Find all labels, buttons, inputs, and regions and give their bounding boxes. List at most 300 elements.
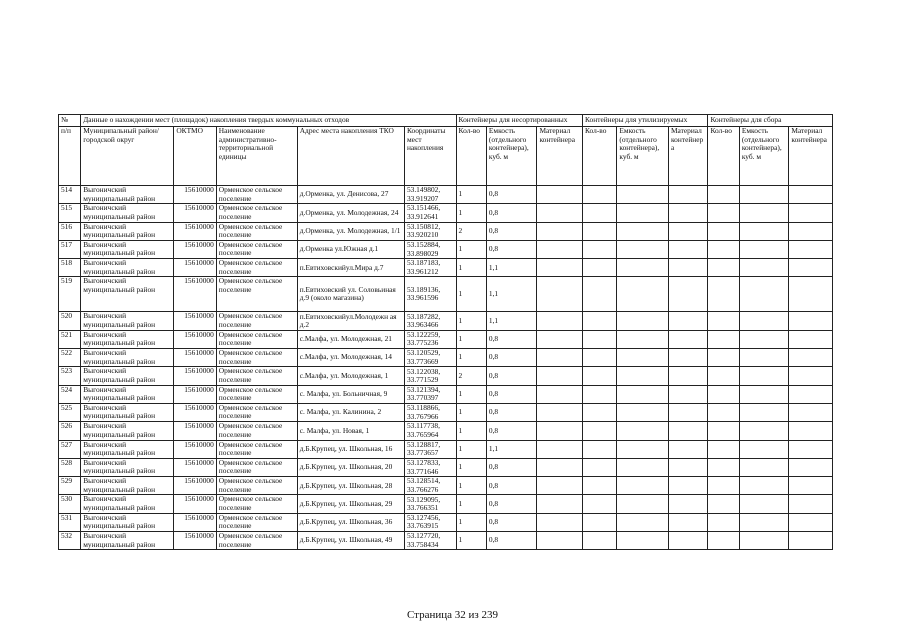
- cell-empty: [617, 240, 669, 258]
- registry-table-wrapper: [58, 114, 833, 550]
- cell-empty: [789, 312, 833, 330]
- cell-empty: [789, 222, 833, 240]
- cell-empty: [668, 385, 707, 403]
- cell-capacity: 1,1: [486, 312, 537, 330]
- cell-address: д.Б.Крупец, ул. Школьная, 49: [297, 532, 404, 550]
- cell-empty: [537, 186, 583, 204]
- cell-empty: [708, 458, 739, 476]
- cell-capacity: 0,8: [486, 330, 537, 348]
- cell-empty: [739, 403, 789, 421]
- cell-coords: 53.129095, 33.766351: [404, 495, 456, 513]
- cell-count: 1: [456, 403, 486, 421]
- cell-empty: [739, 240, 789, 258]
- header-capacity-utilize: Емкость (отдельного контейнера), куб. м: [617, 127, 669, 186]
- cell-row-number: 516: [59, 222, 81, 240]
- cell-coords: 53.128817, 33.773657: [404, 440, 456, 458]
- cell-coords: 53.150812, 33.920210: [404, 222, 456, 240]
- cell-address: п.Евтиховскийул.Мира д.7: [297, 259, 404, 277]
- cell-empty: [789, 277, 833, 312]
- cell-unit: Орменское сельское поселение: [216, 532, 297, 550]
- cell-count: 1: [456, 458, 486, 476]
- cell-empty: [789, 204, 833, 222]
- cell-address: д.Орменка, ул. Молодежная, 1/1: [297, 222, 404, 240]
- cell-unit: Орменское сельское поселение: [216, 513, 297, 531]
- cell-district: Выгоничский муниципальный район: [81, 477, 174, 495]
- cell-empty: [537, 477, 583, 495]
- cell-empty: [739, 204, 789, 222]
- cell-empty: [583, 330, 617, 348]
- cell-empty: [708, 186, 739, 204]
- cell-empty: [617, 222, 669, 240]
- cell-row-number: 519: [59, 277, 81, 312]
- cell-district: Выгоничский муниципальный район: [81, 204, 174, 222]
- header-row-columns: [59, 127, 833, 186]
- cell-oktmo: 15610000: [174, 312, 216, 330]
- cell-empty: [789, 422, 833, 440]
- cell-empty: [739, 513, 789, 531]
- cell-district: Выгоничский муниципальный район: [81, 330, 174, 348]
- cell-district: Выгоничский муниципальный район: [81, 277, 174, 312]
- cell-unit: Орменское сельское поселение: [216, 240, 297, 258]
- cell-empty: [708, 277, 739, 312]
- header-count-collect: Кол-во: [708, 127, 739, 186]
- cell-oktmo: 15610000: [174, 240, 216, 258]
- cell-row-number: 514: [59, 186, 81, 204]
- cell-empty: [708, 222, 739, 240]
- table-row: [59, 277, 833, 312]
- table-row: [59, 222, 833, 240]
- cell-oktmo: 15610000: [174, 532, 216, 550]
- cell-empty: [739, 440, 789, 458]
- cell-empty: [789, 513, 833, 531]
- cell-address: д.Орменка, ул. Молодежная, 24: [297, 204, 404, 222]
- cell-unit: Орменское сельское поселение: [216, 440, 297, 458]
- cell-row-number: 531: [59, 513, 81, 531]
- cell-empty: [583, 222, 617, 240]
- table-row: [59, 312, 833, 330]
- cell-coords: 53.121394, 33.770397: [404, 385, 456, 403]
- cell-oktmo: 15610000: [174, 440, 216, 458]
- cell-district: Выгоничский муниципальный район: [81, 440, 174, 458]
- cell-empty: [789, 403, 833, 421]
- header-material-unsorted: Материал контейнера: [537, 127, 583, 186]
- cell-empty: [668, 186, 707, 204]
- cell-unit: Орменское сельское поселение: [216, 277, 297, 312]
- cell-empty: [583, 495, 617, 513]
- cell-empty: [708, 240, 739, 258]
- table-row: [59, 186, 833, 204]
- cell-coords: 53.151466, 33.912641: [404, 204, 456, 222]
- cell-empty: [617, 186, 669, 204]
- cell-row-number: 530: [59, 495, 81, 513]
- cell-empty: [789, 477, 833, 495]
- header-group-location: Данные о нахождении мест (площадок) накопления твердых коммунальных отходов: [81, 115, 456, 127]
- cell-empty: [739, 385, 789, 403]
- cell-empty: [739, 422, 789, 440]
- cell-count: 1: [456, 186, 486, 204]
- cell-count: 1: [456, 513, 486, 531]
- cell-address: д.Б.Крупец, ул. Школьная, 36: [297, 513, 404, 531]
- cell-oktmo: 15610000: [174, 403, 216, 421]
- cell-empty: [537, 385, 583, 403]
- cell-empty: [617, 349, 669, 367]
- cell-address: с. Малфа, ул. Калинина, 2: [297, 403, 404, 421]
- cell-empty: [668, 532, 707, 550]
- cell-coords: 53.128514, 33.766276: [404, 477, 456, 495]
- cell-coords: 53.189136, 33.961596: [404, 277, 456, 312]
- cell-empty: [617, 367, 669, 385]
- cell-count: 1: [456, 477, 486, 495]
- cell-empty: [617, 458, 669, 476]
- cell-empty: [789, 330, 833, 348]
- cell-empty: [583, 513, 617, 531]
- header-address: Адрес места накопления ТКО: [297, 127, 404, 186]
- cell-empty: [617, 385, 669, 403]
- cell-empty: [789, 385, 833, 403]
- cell-count: 1: [456, 277, 486, 312]
- cell-coords: 53.120529, 33.773669: [404, 349, 456, 367]
- cell-row-number: 520: [59, 312, 81, 330]
- header-row-groups: [59, 115, 833, 127]
- cell-empty: [739, 259, 789, 277]
- cell-address: п.Евтиховскийул.Молодежн ая д.2: [297, 312, 404, 330]
- table-row: [59, 458, 833, 476]
- cell-count: 1: [456, 385, 486, 403]
- cell-unit: Орменское сельское поселение: [216, 422, 297, 440]
- cell-empty: [668, 458, 707, 476]
- cell-empty: [583, 422, 617, 440]
- cell-capacity: 0,8: [486, 204, 537, 222]
- cell-empty: [583, 440, 617, 458]
- cell-empty: [668, 477, 707, 495]
- cell-oktmo: 15610000: [174, 277, 216, 312]
- cell-empty: [583, 385, 617, 403]
- cell-address: с.Малфа, ул. Молодежная, 21: [297, 330, 404, 348]
- cell-coords: 53.187282, 33.963466: [404, 312, 456, 330]
- table-row: [59, 532, 833, 550]
- cell-empty: [708, 495, 739, 513]
- cell-row-number: 523: [59, 367, 81, 385]
- header-oktmo: ОКТМО: [174, 127, 216, 186]
- cell-district: Выгоничский муниципальный район: [81, 349, 174, 367]
- cell-empty: [537, 259, 583, 277]
- cell-district: Выгоничский муниципальный район: [81, 367, 174, 385]
- cell-empty: [739, 495, 789, 513]
- header-capacity-collect: Емкость (отдельного контейнера), куб. м: [739, 127, 789, 186]
- cell-address: д.Б.Крупец, ул. Школьная, 16: [297, 440, 404, 458]
- cell-unit: Орменское сельское поселение: [216, 204, 297, 222]
- cell-empty: [537, 204, 583, 222]
- table-row: [59, 477, 833, 495]
- cell-empty: [617, 204, 669, 222]
- cell-unit: Орменское сельское поселение: [216, 349, 297, 367]
- cell-address: с. Малфа, ул. Новая, 1: [297, 422, 404, 440]
- cell-empty: [617, 422, 669, 440]
- cell-count: 1: [456, 532, 486, 550]
- table-row: [59, 495, 833, 513]
- cell-empty: [537, 422, 583, 440]
- cell-district: Выгоничский муниципальный район: [81, 532, 174, 550]
- cell-row-number: 515: [59, 204, 81, 222]
- cell-empty: [537, 222, 583, 240]
- cell-capacity: 0,8: [486, 240, 537, 258]
- cell-empty: [583, 403, 617, 421]
- cell-row-number: 525: [59, 403, 81, 421]
- cell-district: Выгоничский муниципальный район: [81, 222, 174, 240]
- cell-empty: [617, 532, 669, 550]
- cell-empty: [708, 385, 739, 403]
- cell-district: Выгоничский муниципальный район: [81, 513, 174, 531]
- cell-count: 1: [456, 440, 486, 458]
- cell-empty: [739, 532, 789, 550]
- header-group-collect: Контейнеры для сбора: [708, 115, 833, 127]
- cell-capacity: 1,1: [486, 259, 537, 277]
- cell-coords: 53.127456, 33.763915: [404, 513, 456, 531]
- registry-table: [58, 114, 833, 550]
- header-no: №: [59, 115, 81, 127]
- cell-empty: [789, 240, 833, 258]
- cell-row-number: 518: [59, 259, 81, 277]
- cell-empty: [708, 513, 739, 531]
- cell-unit: Орменское сельское поселение: [216, 477, 297, 495]
- cell-empty: [583, 277, 617, 312]
- cell-unit: Орменское сельское поселение: [216, 259, 297, 277]
- cell-empty: [739, 349, 789, 367]
- cell-row-number: 532: [59, 532, 81, 550]
- cell-count: 1: [456, 330, 486, 348]
- header-capacity-unsorted: Емкость (отдельного контейнера), куб. м: [486, 127, 537, 186]
- cell-capacity: 0,8: [486, 532, 537, 550]
- cell-unit: Орменское сельское поселение: [216, 330, 297, 348]
- cell-empty: [739, 367, 789, 385]
- table-row: [59, 330, 833, 348]
- cell-empty: [583, 367, 617, 385]
- cell-capacity: 0,8: [486, 513, 537, 531]
- cell-empty: [668, 240, 707, 258]
- cell-capacity: 1,1: [486, 277, 537, 312]
- header-count-utilize: Кол-во: [583, 127, 617, 186]
- cell-capacity: 0,8: [486, 477, 537, 495]
- cell-count: 1: [456, 204, 486, 222]
- cell-address: д.Б.Крупец, ул. Школьная, 29: [297, 495, 404, 513]
- cell-count: 1: [456, 240, 486, 258]
- cell-empty: [537, 440, 583, 458]
- cell-empty: [537, 312, 583, 330]
- header-group-unsorted: Контейнеры для несортированных: [456, 115, 582, 127]
- cell-coords: 53.122038, 33.771529: [404, 367, 456, 385]
- cell-empty: [537, 240, 583, 258]
- cell-district: Выгоничский муниципальный район: [81, 385, 174, 403]
- cell-empty: [708, 403, 739, 421]
- cell-coords: 53.152884, 33.898029: [404, 240, 456, 258]
- header-material-utilize: Материал контейнер а: [668, 127, 707, 186]
- cell-empty: [583, 349, 617, 367]
- cell-empty: [583, 240, 617, 258]
- cell-empty: [708, 204, 739, 222]
- cell-empty: [583, 204, 617, 222]
- table-row: [59, 367, 833, 385]
- table-row: [59, 204, 833, 222]
- cell-address: с.Малфа, ул. Молодежная, 14: [297, 349, 404, 367]
- cell-empty: [583, 532, 617, 550]
- cell-empty: [583, 186, 617, 204]
- cell-empty: [668, 312, 707, 330]
- cell-oktmo: 15610000: [174, 495, 216, 513]
- cell-empty: [789, 186, 833, 204]
- cell-count: 1: [456, 422, 486, 440]
- cell-empty: [739, 458, 789, 476]
- cell-empty: [668, 513, 707, 531]
- cell-district: Выгоничский муниципальный район: [81, 259, 174, 277]
- cell-empty: [537, 495, 583, 513]
- cell-empty: [668, 403, 707, 421]
- cell-address: п.Евтиховский ул. Соловьиная д.9 (около магазина): [297, 277, 404, 312]
- cell-count: 1: [456, 349, 486, 367]
- cell-empty: [668, 440, 707, 458]
- cell-district: Выгоничский муниципальный район: [81, 495, 174, 513]
- cell-empty: [708, 367, 739, 385]
- cell-district: Выгоничский муниципальный район: [81, 312, 174, 330]
- cell-empty: [537, 349, 583, 367]
- cell-empty: [583, 458, 617, 476]
- cell-row-number: 526: [59, 422, 81, 440]
- cell-empty: [668, 222, 707, 240]
- cell-coords: 53.149802, 33.919207: [404, 186, 456, 204]
- cell-empty: [668, 349, 707, 367]
- cell-capacity: 1,1: [486, 440, 537, 458]
- cell-empty: [789, 458, 833, 476]
- cell-empty: [583, 259, 617, 277]
- cell-unit: Орменское сельское поселение: [216, 367, 297, 385]
- cell-oktmo: 15610000: [174, 186, 216, 204]
- header-pp: п/п: [59, 127, 81, 186]
- cell-row-number: 528: [59, 458, 81, 476]
- cell-empty: [708, 330, 739, 348]
- cell-empty: [537, 458, 583, 476]
- cell-empty: [708, 312, 739, 330]
- cell-district: Выгоничский муниципальный район: [81, 403, 174, 421]
- cell-empty: [617, 495, 669, 513]
- cell-count: 2: [456, 367, 486, 385]
- header-coords: Координаты мест накопления: [404, 127, 456, 186]
- cell-unit: Орменское сельское поселение: [216, 403, 297, 421]
- cell-count: 1: [456, 312, 486, 330]
- cell-empty: [668, 422, 707, 440]
- cell-coords: 53.122259, 33.775236: [404, 330, 456, 348]
- cell-empty: [617, 477, 669, 495]
- cell-empty: [583, 477, 617, 495]
- cell-empty: [537, 367, 583, 385]
- cell-empty: [739, 312, 789, 330]
- header-count-unsorted: Кол-во: [456, 127, 486, 186]
- cell-oktmo: 15610000: [174, 349, 216, 367]
- cell-address: д.Б.Крупец, ул. Школьная, 28: [297, 477, 404, 495]
- table-row: [59, 403, 833, 421]
- cell-empty: [668, 495, 707, 513]
- header-district: Муниципальный район/городской округ: [81, 127, 174, 186]
- cell-empty: [708, 422, 739, 440]
- cell-coords: 53.118866, 33.767966: [404, 403, 456, 421]
- cell-empty: [537, 277, 583, 312]
- cell-coords: 53.127833, 33.771646: [404, 458, 456, 476]
- cell-empty: [668, 259, 707, 277]
- cell-district: Выгоничский муниципальный район: [81, 458, 174, 476]
- cell-empty: [789, 367, 833, 385]
- cell-address: с.Малфа, ул. Молодежная, 1: [297, 367, 404, 385]
- cell-district: Выгоничский муниципальный район: [81, 186, 174, 204]
- cell-capacity: 0,8: [486, 349, 537, 367]
- cell-oktmo: 15610000: [174, 477, 216, 495]
- cell-oktmo: 15610000: [174, 367, 216, 385]
- cell-oktmo: 15610000: [174, 458, 216, 476]
- cell-district: Выгоничский муниципальный район: [81, 240, 174, 258]
- cell-capacity: 0,8: [486, 186, 537, 204]
- table-row: [59, 349, 833, 367]
- cell-empty: [789, 259, 833, 277]
- cell-coords: 53.117738, 33.765964: [404, 422, 456, 440]
- cell-oktmo: 15610000: [174, 385, 216, 403]
- cell-empty: [789, 495, 833, 513]
- cell-empty: [708, 477, 739, 495]
- table-row: [59, 240, 833, 258]
- cell-unit: Орменское сельское поселение: [216, 458, 297, 476]
- cell-capacity: 0,8: [486, 367, 537, 385]
- cell-row-number: 522: [59, 349, 81, 367]
- cell-empty: [668, 367, 707, 385]
- cell-empty: [583, 312, 617, 330]
- cell-oktmo: 15610000: [174, 513, 216, 531]
- cell-oktmo: 15610000: [174, 422, 216, 440]
- cell-empty: [789, 440, 833, 458]
- cell-capacity: 0,8: [486, 422, 537, 440]
- cell-oktmo: 15610000: [174, 259, 216, 277]
- header-unit: Наименование административно-территориальной единицы: [216, 127, 297, 186]
- cell-empty: [739, 477, 789, 495]
- cell-oktmo: 15610000: [174, 330, 216, 348]
- cell-coords: 53.187183, 33.961212: [404, 259, 456, 277]
- cell-row-number: 527: [59, 440, 81, 458]
- cell-oktmo: 15610000: [174, 204, 216, 222]
- cell-empty: [789, 349, 833, 367]
- cell-address: с. Малфа, ул. Больничная, 9: [297, 385, 404, 403]
- cell-empty: [617, 440, 669, 458]
- table-row: [59, 513, 833, 531]
- cell-row-number: 524: [59, 385, 81, 403]
- cell-empty: [739, 186, 789, 204]
- cell-unit: Орменское сельское поселение: [216, 186, 297, 204]
- table-row: [59, 422, 833, 440]
- page-counter: Страница 32 из 239: [406, 609, 499, 621]
- cell-district: Выгоничский муниципальный район: [81, 422, 174, 440]
- cell-capacity: 0,8: [486, 403, 537, 421]
- cell-coords: 53.127720, 33.758434: [404, 532, 456, 550]
- table-row: [59, 259, 833, 277]
- cell-row-number: 529: [59, 477, 81, 495]
- cell-capacity: 0,8: [486, 495, 537, 513]
- cell-empty: [739, 222, 789, 240]
- cell-count: 1: [456, 495, 486, 513]
- cell-unit: Орменское сельское поселение: [216, 495, 297, 513]
- cell-capacity: 0,8: [486, 458, 537, 476]
- cell-unit: Орменское сельское поселение: [216, 312, 297, 330]
- cell-count: 1: [456, 259, 486, 277]
- cell-address: д.Орменка, ул. Денисова, 27: [297, 186, 404, 204]
- cell-empty: [617, 259, 669, 277]
- cell-empty: [708, 532, 739, 550]
- cell-empty: [708, 349, 739, 367]
- table-row: [59, 385, 833, 403]
- cell-empty: [537, 532, 583, 550]
